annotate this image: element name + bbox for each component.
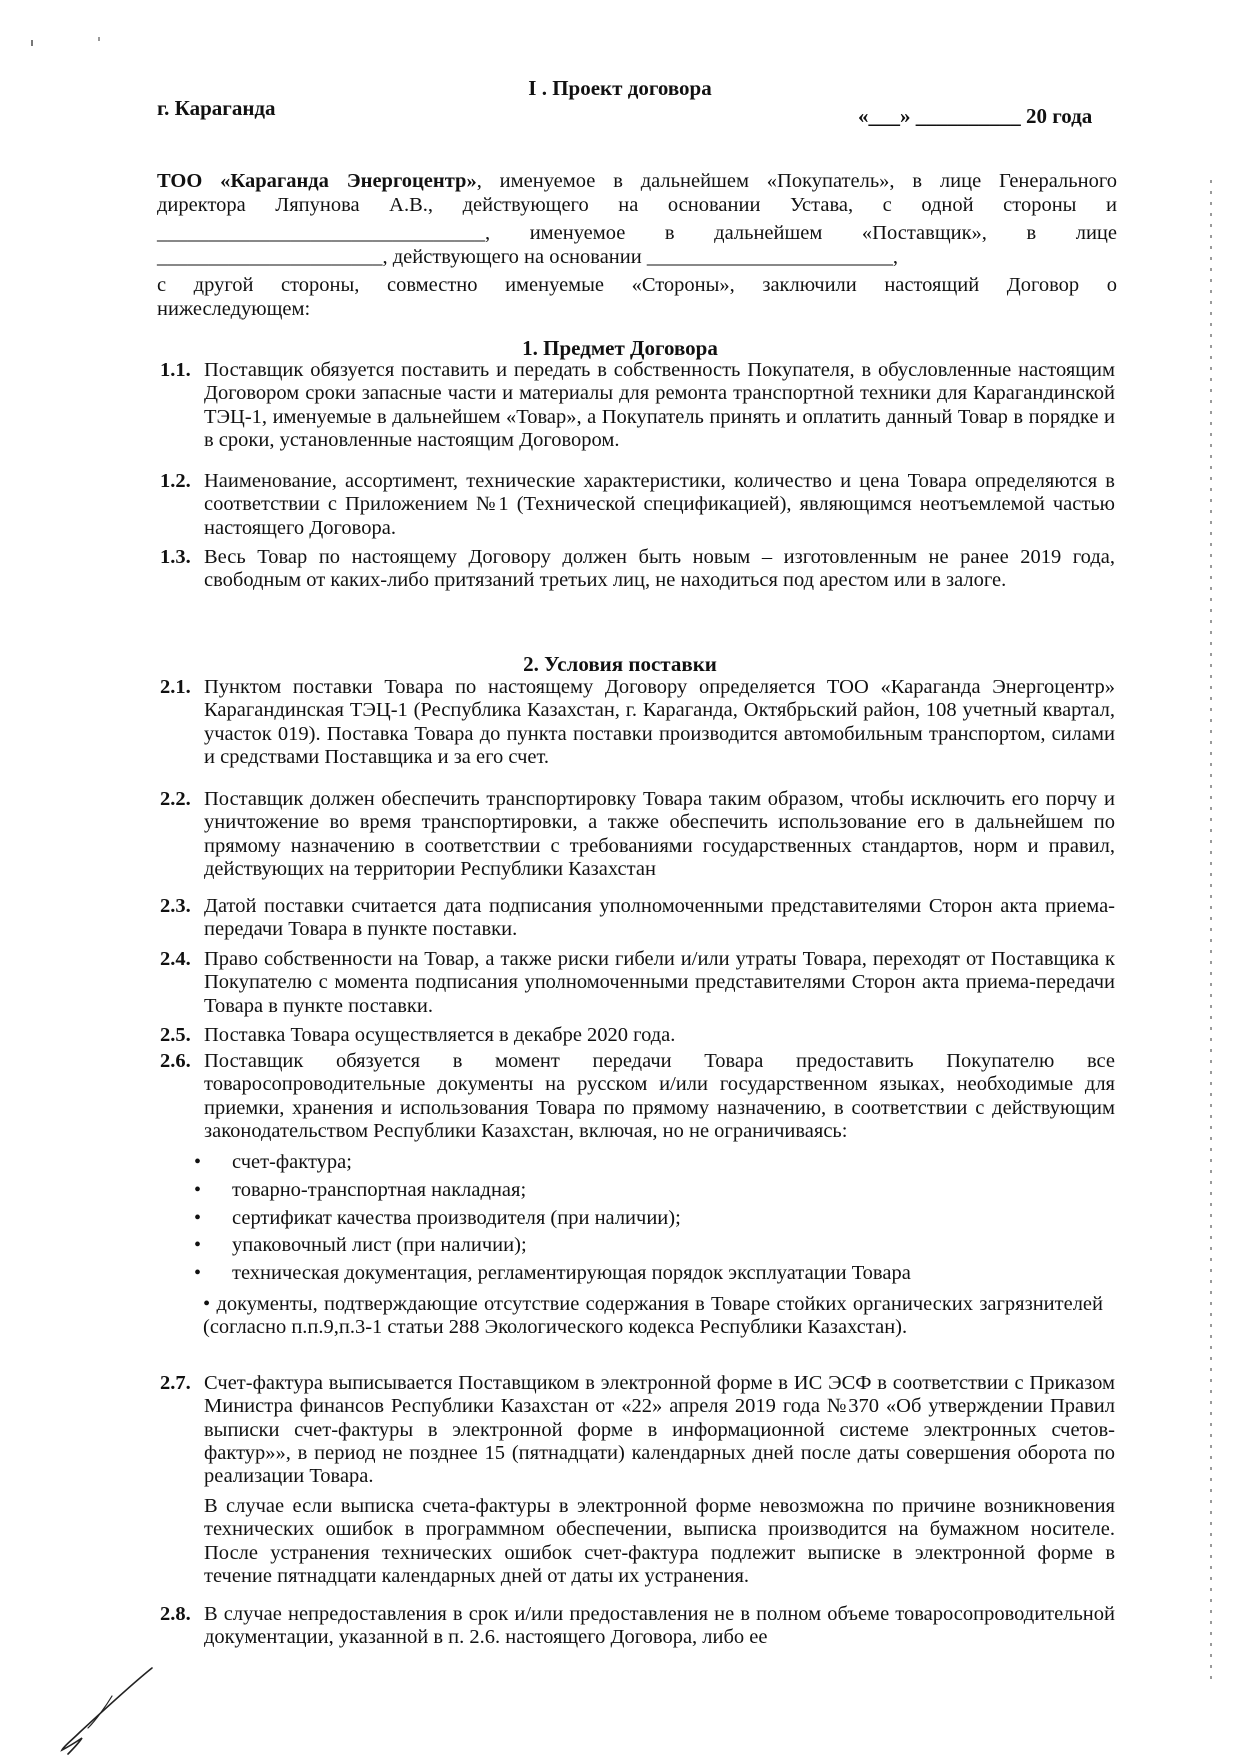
preamble-line-4: ______________________, действующего на основании ________________________, (157, 246, 898, 268)
preamble-line-1 (157, 170, 1117, 194)
clause-2-7 (160, 1372, 1115, 1488)
preamble-line-2: директора Ляпунова А.В., действующего на основании Устава, с одной стороны и (157, 194, 1117, 216)
clause-number: 2.4. (160, 948, 191, 970)
clause-number: 1.1. (160, 359, 191, 381)
margin-scan-line (1210, 180, 1212, 1680)
clause-text: Поставщик обязуется поставить и передать в собственность Покупателя, в обусловленные настоящим Договором сроки запасные части и материалы для ремонта транспортной техники для Карагандинской ТЭЦ-1, именуемые в дальнейшем «Товар», а Покупатель принять и оплатить данный Товар в порядке и в сроки, установленные настоящим Договором. (204, 359, 1115, 451)
clause-text: Право собственности на Товар, а также риски гибели и/или утраты Товара, переходят от Поставщика к Покупателю с момента подписания уполномоченными представителями Сторон акта приема-передачи Товара в пункте поставки. (204, 948, 1115, 1017)
clause-1-1 (160, 359, 1115, 452)
bullet-item: • техническая документация, регламентирующая порядок эксплуатации Товара (190, 1260, 911, 1288)
clause-2-5 (160, 1024, 1115, 1047)
section-2-heading: 2. Условия поставки (523, 652, 717, 676)
clause-2-3 (160, 895, 1115, 942)
clause-number: 2.7. (160, 1372, 191, 1394)
bullet-item: • сертификат качества производителя (при наличии); (190, 1205, 911, 1233)
document-list (190, 1149, 911, 1288)
clause-number: 2.1. (160, 676, 191, 698)
contract-date: «___» __________ 20 года (858, 104, 1093, 128)
clause-number: 1.2. (160, 470, 191, 492)
preamble-line-5: с другой стороны, совместно именуемые «Стороны», заключили настоящий Договор о (157, 274, 1117, 296)
clause-text: В случае непредоставления в срок и/или предоставления не в полном объеме товаросопроводительной документации, указанной в п. 2.6. настоящего Договора, либо ее (204, 1603, 1115, 1649)
clause-text: Наименование, ассортимент, технические характеристики, количество и цена Товара определяются в соответствии с Приложением №1 (Технической спецификацией), являющимся неотъемлемой частью настоящего Договора. (204, 470, 1115, 539)
clause-text: Весь Товар по настоящему Договору должен быть новым – изготовленным не ранее 2019 года, свободным от каких-либо притязаний третьих лиц, не находиться под арестом или в залоге. (204, 546, 1115, 592)
clause-text: Счет-фактура выписывается Поставщиком в электронной форме в ИС ЭСФ в соответствии с Приказом Министра финансов Республики Казахстан от «22» апреля 2019 года №370 «Об утверждении Правил выписки счет-фактуры в электронной форме в информационной системе электронных счетов-фактур»», в период не позднее 15 (пятнадцати) календарных дней после даты совершения оборота по реализации Товара. (204, 1372, 1115, 1488)
clause-text: Пунктом поставки Товара по настоящему Договору определяется ТОО «Караганда Энергоцентр» Карагандинская ТЭЦ-1 (Республика Казахстан, г. Караганда, Октябрьский район, 108 учетный квартал, участок 019). Поставка Товара до пункта поставки производится автомобильным транспортом, силами и средствами Поставщика и за его счет. (204, 676, 1115, 768)
signature (52, 1662, 162, 1757)
scan-speck (31, 40, 33, 46)
preamble-line-3: ________________________________, именуемое в дальнейшем «Поставщик», в лице (157, 222, 1117, 244)
preamble-line-1-rest: , именуемое в дальнейшем «Покупатель», в лице Генерального (476, 170, 1117, 192)
bullet-extra-paragraph: • документы, подтверждающие отсутствие содержания в Товаре стойких органических загрязнителей (согласно п.п.9,п.3-1 статьи 288 Экологического кодекса Республики Казахстан). (203, 1293, 1103, 1339)
clause-1-3 (160, 546, 1115, 593)
clause-2-1 (160, 676, 1115, 769)
bullet-item: • упаковочный лист (при наличии); (190, 1232, 911, 1260)
clause-text: Поставщик обязуется в момент передачи Товара предоставить Покупателю все товаросопроводительные документы на русском и/или государственном языках, необходимые для приемки, хранения и использования Товара по прямому назначению, в соответствии с действующим законодательством Республики Казахстан, включая, но не ограничиваясь: (204, 1050, 1115, 1142)
bullet-item: • товарно-транспортная накладная; (190, 1177, 911, 1205)
clause-number: 2.8. (160, 1603, 191, 1625)
preamble-line-6: нижеследующем: (157, 298, 311, 320)
clause-number: 2.6. (160, 1050, 191, 1072)
clause-2-4 (160, 948, 1115, 1018)
clause-number: 2.2. (160, 788, 191, 810)
clause-2-8 (160, 1603, 1115, 1650)
clause-text: Поставщик должен обеспечить транспортировку Товара таким образом, чтобы исключить его порчу и уничтожение во время транспортировки, а также обеспечить использование его в дальнейшем по прямому назначению в соответствии с требованиями государственных стандартов, норм и правил, действующих на территории Республики Казахстан (204, 788, 1115, 880)
clause-number: 1.3. (160, 546, 191, 568)
section-1-heading: 1. Предмет Договора (522, 336, 718, 360)
scan-speck (98, 37, 100, 41)
buyer-company-name: ТОО «Караганда Энергоцентр» (157, 170, 477, 192)
clause-2-2 (160, 788, 1115, 881)
bullet-item: • счет-фактура; (190, 1149, 911, 1177)
document-title: I . Проект договора (528, 76, 712, 100)
clause-text: Датой поставки считается дата подписания уполномоченными представителями Сторон акта приема-передачи Товара в пункте поставки. (204, 895, 1115, 941)
clause-2-6 (160, 1050, 1115, 1143)
clause-number: 2.5. (160, 1024, 191, 1046)
clause-2-7-paragraph-2: В случае если выписка счета-фактуры в электронной форме невозможна по причине возникновения технических ошибок в программном обеспечении, выписка производится на бумажном носителе. После устранения технических ошибок счет-фактура подлежит выписке в электронной форме в течение пятнадцати календарных дней от даты их устранения. (204, 1495, 1115, 1587)
clause-text: Поставка Товара осуществляется в декабре 2020 года. (204, 1024, 676, 1046)
clause-number: 2.3. (160, 895, 191, 917)
clause-1-2 (160, 470, 1115, 540)
contract-city: г. Караганда (157, 96, 276, 120)
